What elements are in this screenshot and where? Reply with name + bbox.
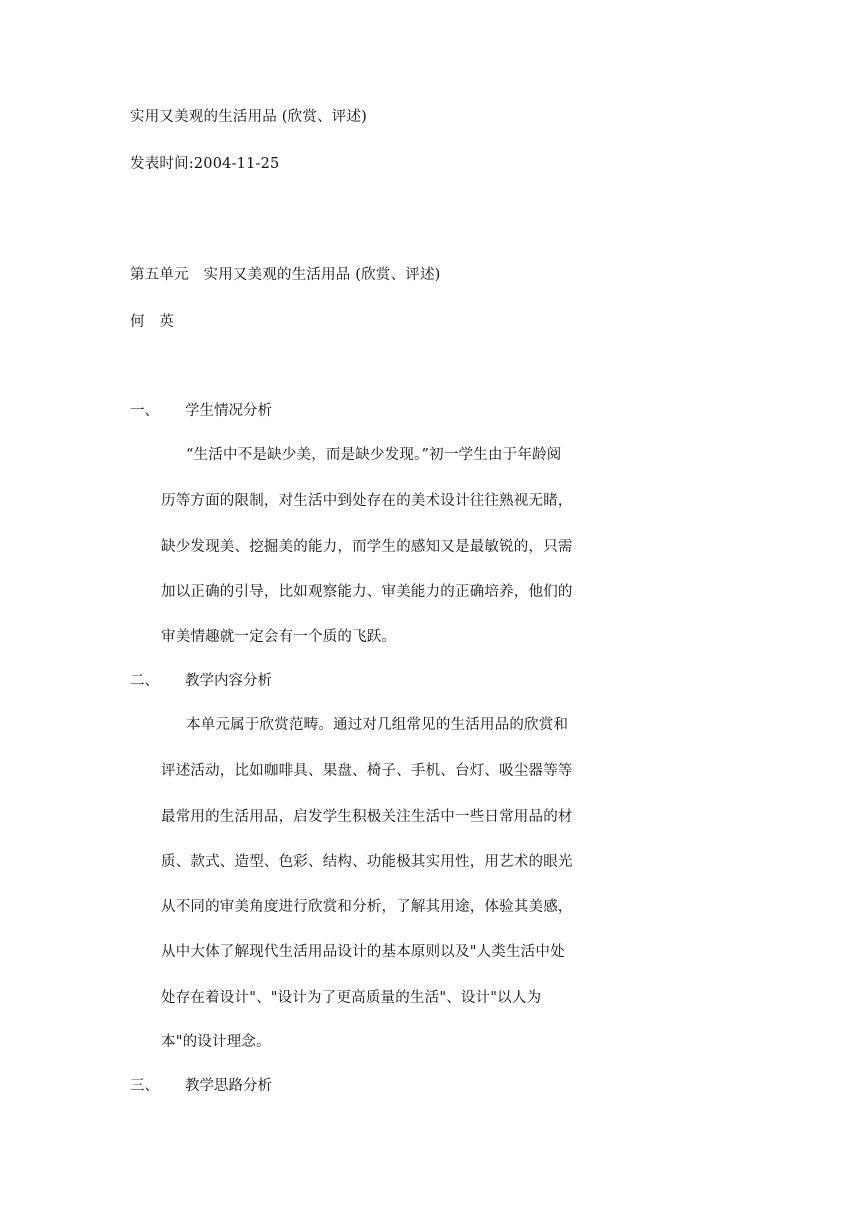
paragraph-line: 缺少发现美、挖掘美的能力，而学生的感知又是最敏锐的，只需: [161, 539, 573, 555]
paragraph-line: 处存在着设计"、"设计为了更高质量的生活"、设计"以人为: [161, 990, 542, 1006]
paragraph-line: “生活中不是缺少美，而是缺少发现。”初一学生由于年龄阅: [186, 447, 562, 463]
paragraph-line: 历等方面的限制，对生活中到处存在的美术设计往往熟视无睹，: [161, 493, 573, 509]
paragraph-line: 质、款式、造型、色彩、结构、功能极其实用性，用艺术的眼光: [161, 854, 573, 870]
author-name: 何 英: [130, 314, 175, 330]
section-number: 二、: [130, 673, 159, 689]
section-number: 一、: [130, 403, 159, 419]
publish-date: 发表时间:2004-11-25: [130, 156, 280, 172]
document-title: 实用又美观的生活用品 (欣赏、评述): [130, 109, 368, 125]
paragraph-line: 加以正确的引导，比如观察能力、审美能力的正确培养，他们的: [161, 584, 573, 600]
section-number: 三、: [130, 1078, 159, 1094]
unit-heading: 第五单元 实用又美观的生活用品 (欣赏、评述): [130, 267, 441, 283]
paragraph-line: 审美情趣就一定会有一个质的飞跃。: [161, 629, 397, 645]
section-title: 教学思路分析: [185, 1078, 272, 1094]
paragraph-line: 本单元属于欣赏范畴。通过对几组常见的生活用品的欣赏和: [186, 717, 569, 733]
paragraph-line: 评述活动，比如咖啡具、果盘、椅子、手机、台灯、吸尘器等等: [161, 763, 573, 779]
paragraph-line: 最常用的生活用品，启发学生积极关注生活中一些日常用品的材: [161, 809, 573, 825]
paragraph-line: 从不同的审美角度进行欣赏和分析，了解其用途，体验其美感，: [161, 899, 573, 915]
paragraph-line: 从中大体了解现代生活用品设计的基本原则以及"人类生活中处: [161, 944, 565, 960]
section-title: 学生情况分析: [185, 403, 272, 419]
paragraph-line: 本"的设计理念。: [161, 1034, 271, 1050]
section-title: 教学内容分析: [185, 673, 272, 689]
